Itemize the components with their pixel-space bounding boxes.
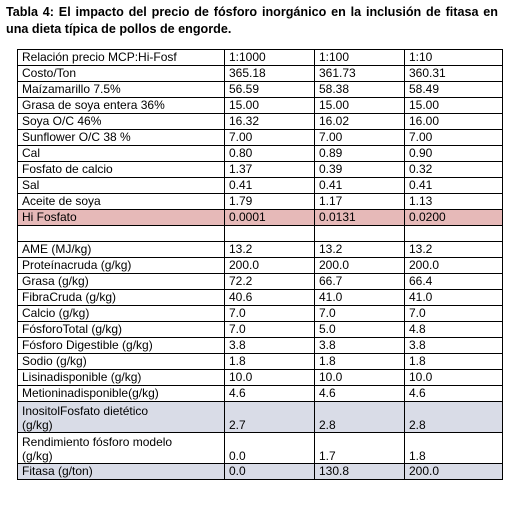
row-value: 1.37 — [225, 162, 315, 178]
row-value: 13.2 — [405, 242, 503, 258]
row-value: 1.8 — [405, 354, 503, 370]
row-value: 7.00 — [405, 130, 503, 146]
row-label: FibraCruda (g/kg) — [18, 290, 225, 306]
row-value: 41.0 — [405, 290, 503, 306]
row-value: 58.38 — [315, 82, 405, 98]
row-value: 200.0 — [225, 258, 315, 274]
header-cell: 1:10 — [405, 50, 503, 66]
row-value: 1.8 — [315, 354, 405, 370]
row-label-part: (g/kg) — [22, 418, 53, 432]
table-row — [18, 338, 503, 354]
row-value: 3.8 — [315, 338, 405, 354]
row-value: 1.7 — [315, 433, 405, 464]
row-value: 10.0 — [225, 370, 315, 386]
row-value: 15.00 — [225, 98, 315, 114]
row-value: 4.6 — [225, 386, 315, 402]
row-value: 7.00 — [225, 130, 315, 146]
row-value: 200.0 — [405, 464, 503, 480]
row-value: 0.90 — [405, 146, 503, 162]
row-label: Lisinadisponible (g/kg) — [18, 370, 225, 386]
row-label: Fosfato de calcio — [18, 162, 225, 178]
row-value: 16.32 — [225, 114, 315, 130]
row-value: 0.0200 — [405, 210, 503, 226]
row-value: 0.89 — [315, 146, 405, 162]
row-label: Hi Fosfato — [18, 210, 225, 226]
row-label: Sunflower O/C 38 % — [18, 130, 225, 146]
row-label: Maízamarillo 7.5% — [18, 82, 225, 98]
row-value: 13.2 — [315, 242, 405, 258]
row-value: 1.8 — [225, 354, 315, 370]
row-label: Sal — [18, 178, 225, 194]
row-label: Metioninadisponible(g/kg) — [18, 386, 225, 402]
table-row — [18, 194, 503, 210]
row-value: 66.7 — [315, 274, 405, 290]
row-value: 15.00 — [405, 98, 503, 114]
table-row — [18, 66, 503, 82]
row-value: 10.0 — [315, 370, 405, 386]
row-value: 0.0 — [225, 433, 315, 464]
row-label-part: Rendimiento fósforo modelo — [22, 435, 173, 449]
table-row — [18, 98, 503, 114]
row-value: 0.32 — [405, 162, 503, 178]
table-row — [18, 274, 503, 290]
row-label: Calcio (g/kg) — [18, 306, 225, 322]
table-row — [18, 82, 503, 98]
row-value: 66.4 — [405, 274, 503, 290]
header-cell: Relación precio MCP:Hi-Fosf — [18, 50, 225, 66]
row-value: 7.0 — [225, 306, 315, 322]
row-value: 72.2 — [225, 274, 315, 290]
phosphorus-table — [17, 49, 503, 480]
row-value: 10.0 — [405, 370, 503, 386]
row-label: Soya O/C 46% — [18, 114, 225, 130]
header-cell: 1:100 — [315, 50, 405, 66]
row-value: 360.31 — [405, 66, 503, 82]
row-label: Fitasa (g/ton) — [18, 464, 225, 480]
row-value: 0.41 — [315, 178, 405, 194]
row-label: Grasa de soya entera 36% — [18, 98, 225, 114]
row-label-part: InositolFosfato — [22, 404, 101, 418]
row-value: 1.79 — [225, 194, 315, 210]
row-value: 3.8 — [405, 338, 503, 354]
row-value: 13.2 — [225, 242, 315, 258]
row-value: 130.8 — [315, 464, 405, 480]
row-value: 361.73 — [315, 66, 405, 82]
row-value: 0.0 — [225, 464, 315, 480]
row-value: 41.0 — [315, 290, 405, 306]
header-row — [18, 50, 503, 66]
row-value: 0.41 — [405, 178, 503, 194]
table-row-rendimiento — [18, 433, 503, 464]
row-label: Grasa (g/kg) — [18, 274, 225, 290]
row-label: Sodio (g/kg) — [18, 354, 225, 370]
table-row — [18, 242, 503, 258]
row-value: 40.6 — [225, 290, 315, 306]
row-value: 5.0 — [315, 322, 405, 338]
row-label-part: dietético — [103, 404, 149, 418]
table-row — [18, 114, 503, 130]
row-value: 15.00 — [315, 98, 405, 114]
row-label: Cal — [18, 146, 225, 162]
row-value: 0.0001 — [225, 210, 315, 226]
row-value: 4.6 — [315, 386, 405, 402]
row-label: FósforoTotal (g/kg) — [18, 322, 225, 338]
row-value: 0.41 — [225, 178, 315, 194]
row-label: Aceite de soya — [18, 194, 225, 210]
table-row — [18, 162, 503, 178]
row-value: 2.8 — [315, 402, 405, 433]
table-row — [18, 370, 503, 386]
row-value: 58.49 — [405, 82, 503, 98]
row-value: 16.00 — [405, 114, 503, 130]
table-row — [18, 386, 503, 402]
table-row-fitasa — [18, 464, 503, 480]
row-value: 1.17 — [315, 194, 405, 210]
row-value: 200.0 — [405, 258, 503, 274]
row-label: Proteínacruda (g/kg) — [18, 258, 225, 274]
row-value: 0.39 — [315, 162, 405, 178]
header-cell: 1:1000 — [225, 50, 315, 66]
row-value: 4.6 — [405, 386, 503, 402]
row-label: AME (MJ/kg) — [18, 242, 225, 258]
row-value: 16.02 — [315, 114, 405, 130]
row-label-part: (g/kg) — [22, 449, 53, 463]
spacer-row — [18, 226, 503, 242]
row-value: 56.59 — [225, 82, 315, 98]
table-title: Tabla 4: El impacto del precio de fósforo inorgánico en la inclusión de fitasa en una dieta típica de pollos de engorde. — [6, 5, 498, 36]
row-value: 7.00 — [315, 130, 405, 146]
table-row — [18, 306, 503, 322]
row-value: 4.8 — [405, 322, 503, 338]
row-value: 2.8 — [405, 402, 503, 433]
row-value: 200.0 — [315, 258, 405, 274]
table-row — [18, 322, 503, 338]
row-value: 7.0 — [225, 322, 315, 338]
row-value: 2.7 — [225, 402, 315, 433]
row-value: 7.0 — [315, 306, 405, 322]
row-label: Fósforo Digestible (g/kg) — [18, 338, 225, 354]
row-value: 365.18 — [225, 66, 315, 82]
row-label — [18, 402, 225, 433]
table-row-inositol — [18, 402, 503, 433]
row-value: 1.8 — [405, 433, 503, 464]
row-value: 7.0 — [405, 306, 503, 322]
table-row-highlighted — [18, 210, 503, 226]
row-label — [18, 433, 225, 464]
table-row — [18, 146, 503, 162]
table-row — [18, 290, 503, 306]
row-value: 0.0131 — [315, 210, 405, 226]
table-row — [18, 258, 503, 274]
row-label: Costo/Ton — [18, 66, 225, 82]
table-row — [18, 178, 503, 194]
row-value: 3.8 — [225, 338, 315, 354]
table-row — [18, 130, 503, 146]
row-value: 1.13 — [405, 194, 503, 210]
row-value: 0.80 — [225, 146, 315, 162]
table-row — [18, 354, 503, 370]
